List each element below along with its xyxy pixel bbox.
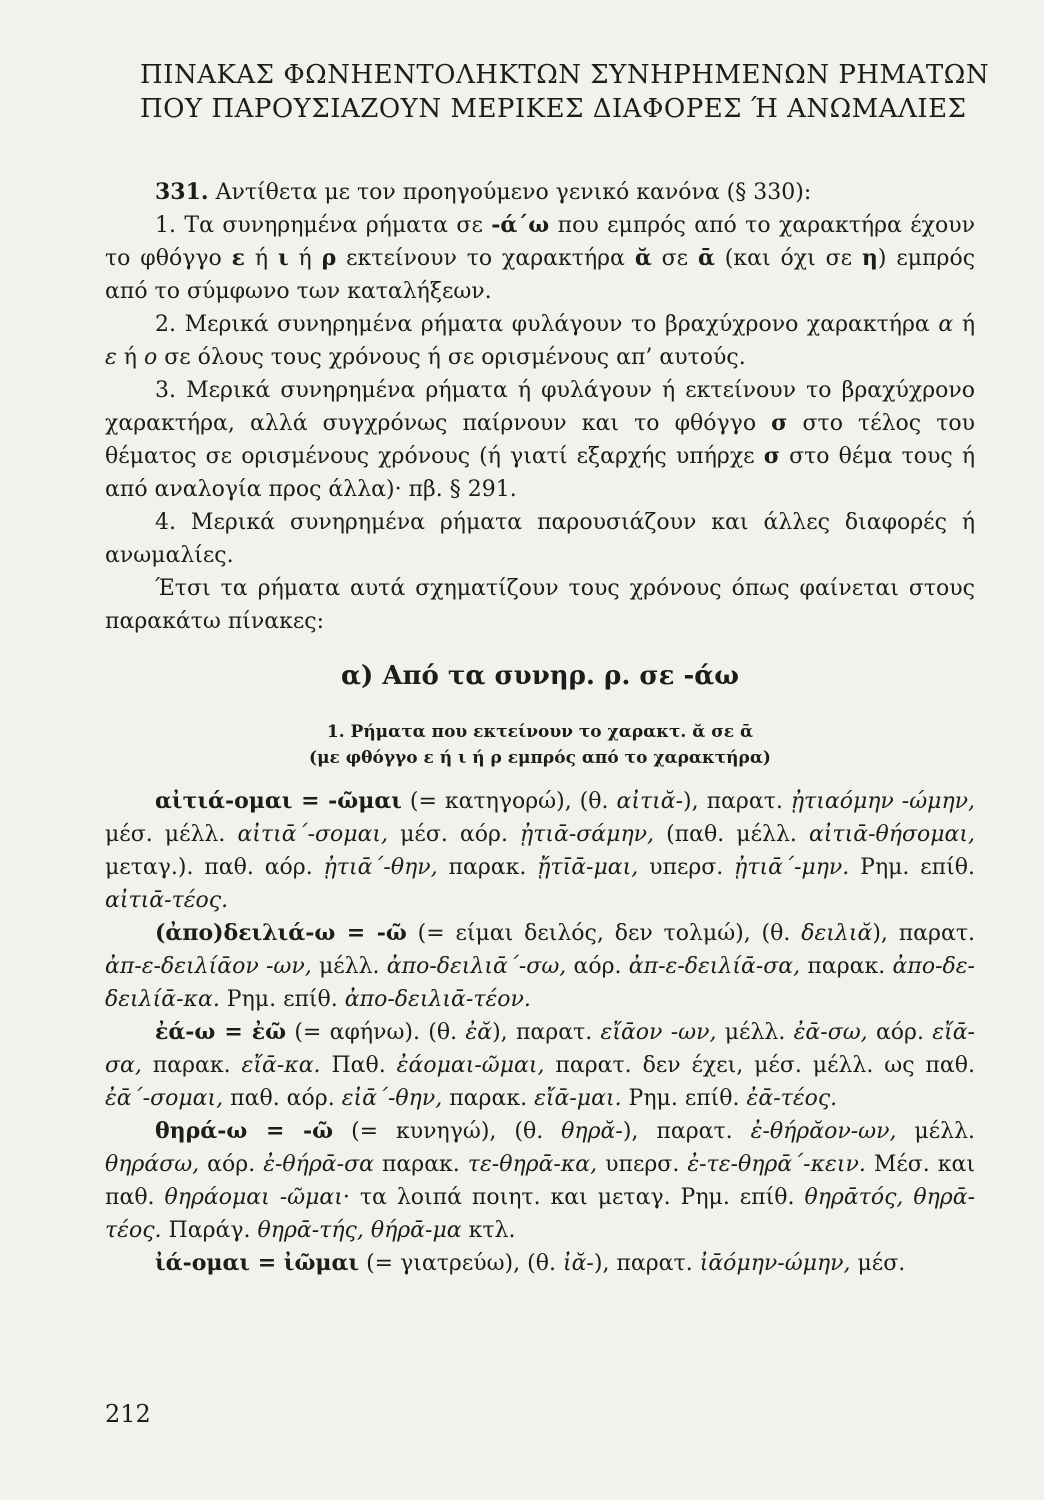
t: (= αφήνω). (θ. xyxy=(286,1020,466,1045)
t: ), παρατ. xyxy=(872,921,975,946)
t: ἐᾱ΄-σομαι, xyxy=(105,1086,224,1111)
t: ἰᾱόμην-ώμην, xyxy=(699,1251,851,1276)
rule-4: 4. Μερικά συνηρημένα ρήματα παρουσιάζουν και άλλες διαφορές ή ανωμαλίες. xyxy=(105,510,975,568)
t: αἰτιᾰ- xyxy=(616,789,684,814)
t: αἰτιᾱ-θήσομαι, xyxy=(808,822,975,847)
t: ε xyxy=(231,245,246,271)
t: ἐ-θήρᾱ-σα xyxy=(263,1152,374,1177)
t: ᾱ xyxy=(697,245,715,271)
outro: Έτσι τα ρήματα αυτά σχηματίζουν τους χρόνους όπως φαίνεται στους παρακάτω πίνακες: xyxy=(105,576,975,634)
t: ἀπ-ε-δειλίᾱ-σα, xyxy=(628,954,801,979)
table-title-line-1: 1. Ρήματα που εκτείνουν το χαρακτ. ᾰ σε ᾱ xyxy=(326,722,754,742)
t: (= είμαι δειλός, δεν τολμώ), (θ. xyxy=(406,921,802,946)
t: τα λοιπά ποιητ. και μεταγ. Ρημ. επίθ. xyxy=(349,1185,805,1210)
t: ἀπο-δε-δειλίᾱ-κα. xyxy=(105,954,975,1012)
t: στο τέλος του θέματος σε ορισμένους χρόνους (ή γιατί εξαρχής υπήρχε xyxy=(105,411,976,469)
t: υπερσ. xyxy=(638,855,735,880)
t: αἰτιᾱ-τέος. xyxy=(105,888,229,913)
t: που εμπρός από το χαρακτήρα έχουν το φθόγγο xyxy=(105,213,975,271)
entry-iaomai xyxy=(105,1247,975,1280)
t: ᾐτιᾱ΄-μην. xyxy=(734,855,850,880)
t: δειλιᾰ xyxy=(801,921,873,946)
t: ἐάομαι-ῶμαι, xyxy=(396,1053,545,1078)
t: παρακ. xyxy=(373,1152,468,1177)
subsection-title: α) Από τα συνηρ. ρ. σε -άω xyxy=(340,661,740,691)
main-text xyxy=(105,176,975,1280)
t: παρατ. δεν έχει, μέσ. μέλλ. ως παθ. xyxy=(544,1053,975,1078)
t: σ xyxy=(771,410,788,436)
t: ή xyxy=(116,345,144,370)
t: ἐ-τε-θηρᾱ΄-κειν. xyxy=(687,1152,866,1177)
t: 3. Μερικά συνηρημένα ρήματα ή φυλάγουν ή εκτείνουν το βραχύχρονο χαρακτήρα, αλλά συγχρόνως παίρνουν και το φθόγγο xyxy=(105,378,975,436)
t: αόρ. xyxy=(566,954,629,979)
t: παρακ. xyxy=(141,1053,242,1078)
rule-3 xyxy=(105,374,975,506)
t: ἐᾱ-τέος. xyxy=(746,1086,838,1111)
t: παθ. αόρ. xyxy=(223,1086,342,1111)
heading-line-2: ΠΟΥ ΠΑΡΟΥΣΙΑΖΟΥΝ ΜΕΡΙΚΕΣ ΔΙΑΦΟΡΕΣ Ή ΑΝΩΜΑΛΙΕΣ xyxy=(140,94,967,124)
t: (= κυνηγώ), (θ. xyxy=(333,1119,562,1144)
t: ἐά-ω = ἐῶ xyxy=(155,1019,287,1045)
t: ἐᾰ xyxy=(465,1020,493,1045)
t: εἴᾱ-σα, xyxy=(105,1020,975,1078)
t: σε xyxy=(651,246,698,271)
t: ἰᾰ- xyxy=(562,1251,594,1276)
t: αἰτιά-ομαι = -ῶμαι xyxy=(155,788,402,814)
verb-entries xyxy=(105,785,975,1280)
t: ), παρατ. xyxy=(622,1119,751,1144)
t: ρ xyxy=(321,245,337,271)
t: Ρημ. επίθ. xyxy=(219,987,345,1012)
t: μέλλ. xyxy=(896,1119,975,1144)
t: αἰτιᾱ΄-σομαι, xyxy=(237,822,389,847)
t: (και όχι σε xyxy=(714,246,862,271)
t: παρακ. xyxy=(437,855,538,880)
t: ᾰ xyxy=(634,245,652,271)
t: σ xyxy=(763,443,780,469)
t: αόρ. xyxy=(867,1020,933,1045)
entry-apodeiliao xyxy=(105,917,975,1016)
t: εκτείνουν το χαρακτήρα xyxy=(336,246,635,271)
entry-therao xyxy=(105,1115,975,1247)
t: ή xyxy=(245,246,278,271)
table-title-line-2: (με φθόγγο ε ή ι ή ρ εμπρός από το χαρακτήρα) xyxy=(309,748,771,768)
table-title xyxy=(105,719,975,771)
t: ᾐτιᾱ΄-θην, xyxy=(323,855,438,880)
t: 1. Τα συνηρημένα ρήματα σε xyxy=(155,213,492,238)
t: θηρᾱ-τής, θήρᾱ-μα xyxy=(257,1218,462,1243)
t: μεταγ.). παθ. αόρ. xyxy=(105,855,324,880)
t: εἰᾱ΄-θην, xyxy=(341,1086,443,1111)
t: μέσ. αόρ. xyxy=(388,822,521,847)
entry-aitiaomai xyxy=(105,785,975,917)
t: 2. Μερικά συνηρημένα ρήματα φυλάγουν το βραχύχρονο χαρακτήρα xyxy=(155,312,939,337)
t: Ρημ. επίθ. xyxy=(849,855,975,880)
t: στο θέμα τους ή από αναλογία προς άλλα)· πβ. § 291. xyxy=(105,444,976,502)
t: μέσ. μέλλ. xyxy=(105,822,238,847)
t: α xyxy=(938,312,954,337)
t: μέσ. xyxy=(850,1251,906,1276)
t: αόρ. xyxy=(199,1152,264,1177)
page-number: 212 xyxy=(105,1400,151,1428)
t: ἀπ-ε-δειλίᾱον -ων, xyxy=(105,954,312,979)
t: μέλλ. xyxy=(716,1020,794,1045)
t: Παράγ. xyxy=(161,1218,258,1243)
t: εἴᾱον -ων, xyxy=(600,1020,717,1045)
rule-2 xyxy=(105,308,975,374)
t: μέλλ. xyxy=(311,954,387,979)
t: εἴᾱ-μαι. xyxy=(534,1086,622,1111)
t: ᾔτῑᾱ-μαι, xyxy=(537,855,639,880)
t: ἀπο-δειλιᾱ-τέον. xyxy=(344,987,531,1012)
t: Παθ. xyxy=(320,1053,397,1078)
t: ή xyxy=(288,246,322,271)
t: ε xyxy=(105,345,117,370)
heading-line-1: ΠΙΝΑΚΑΣ ΦΩΝΗΕΝΤΟΛΗΚΤΩΝ ΣΥΝΗΡΗΜΕΝΩΝ ΡΗΜΑΤΩΝ xyxy=(140,60,990,90)
t: ), παρατ. xyxy=(492,1020,601,1045)
t: θηρᾰ- xyxy=(561,1119,623,1144)
t: ἐ-θήρᾰον-ων, xyxy=(750,1119,897,1144)
t: ἐᾱ-σω, xyxy=(793,1020,868,1045)
rule-1 xyxy=(105,209,975,308)
t: ), παρατ. xyxy=(683,789,791,814)
t: εἴᾱ-κα. xyxy=(241,1053,321,1078)
t: Μέσ. και παθ. xyxy=(105,1152,975,1210)
t: ), παρατ. xyxy=(593,1251,700,1276)
t: (= κατηγορώ), (θ. xyxy=(401,789,617,814)
t: ή xyxy=(953,312,975,337)
t: Ρημ. επίθ. xyxy=(621,1086,747,1111)
t: ἀπο-δειλιᾱ΄-σω, xyxy=(386,954,567,979)
t: σε όλους τους χρόνους ή σε ορισμένους απ’ αυτούς. xyxy=(157,345,746,370)
t: η xyxy=(861,245,878,271)
t: ) εμπρός από το σύμφωνο των καταλήξεων. xyxy=(105,246,976,304)
t: ἰά-ομαι = ἰῶμαι xyxy=(155,1250,360,1276)
t: ι xyxy=(277,245,289,271)
t: θηράσω, xyxy=(105,1152,200,1177)
t: (παθ. μέλλ. xyxy=(654,822,809,847)
t: ο xyxy=(143,345,158,370)
t: ᾐτιᾱ-σάμην, xyxy=(520,822,655,847)
page-heading xyxy=(140,58,989,126)
t: (ἀπο)δειλιά-ω = -ῶ xyxy=(155,920,407,946)
t: θηρᾱτός, θηρᾱ-τέος. xyxy=(105,1185,976,1243)
intro-text: Αντίθετα με τον προηγούμενο γενικό κανόνα (§ 330): xyxy=(215,180,812,205)
t: (= γιατρεύω), (θ. xyxy=(359,1251,563,1276)
section-number: 331. xyxy=(155,179,209,205)
t: υπερσ. xyxy=(597,1152,688,1177)
section-intro xyxy=(105,176,975,209)
t: -ά΄ω xyxy=(491,212,550,238)
t: θηρά-ω = -ῶ xyxy=(155,1118,334,1144)
t: θηράομαι -ῶμαι· xyxy=(164,1185,350,1210)
t: κτλ. xyxy=(461,1218,516,1243)
entry-eao xyxy=(105,1016,975,1115)
t: παρακ. xyxy=(442,1086,535,1111)
t: τε-θηρᾱ-κα, xyxy=(467,1152,598,1177)
t: ᾐτιαόμην -ώμην, xyxy=(790,789,975,814)
t: παρακ. xyxy=(800,954,893,979)
